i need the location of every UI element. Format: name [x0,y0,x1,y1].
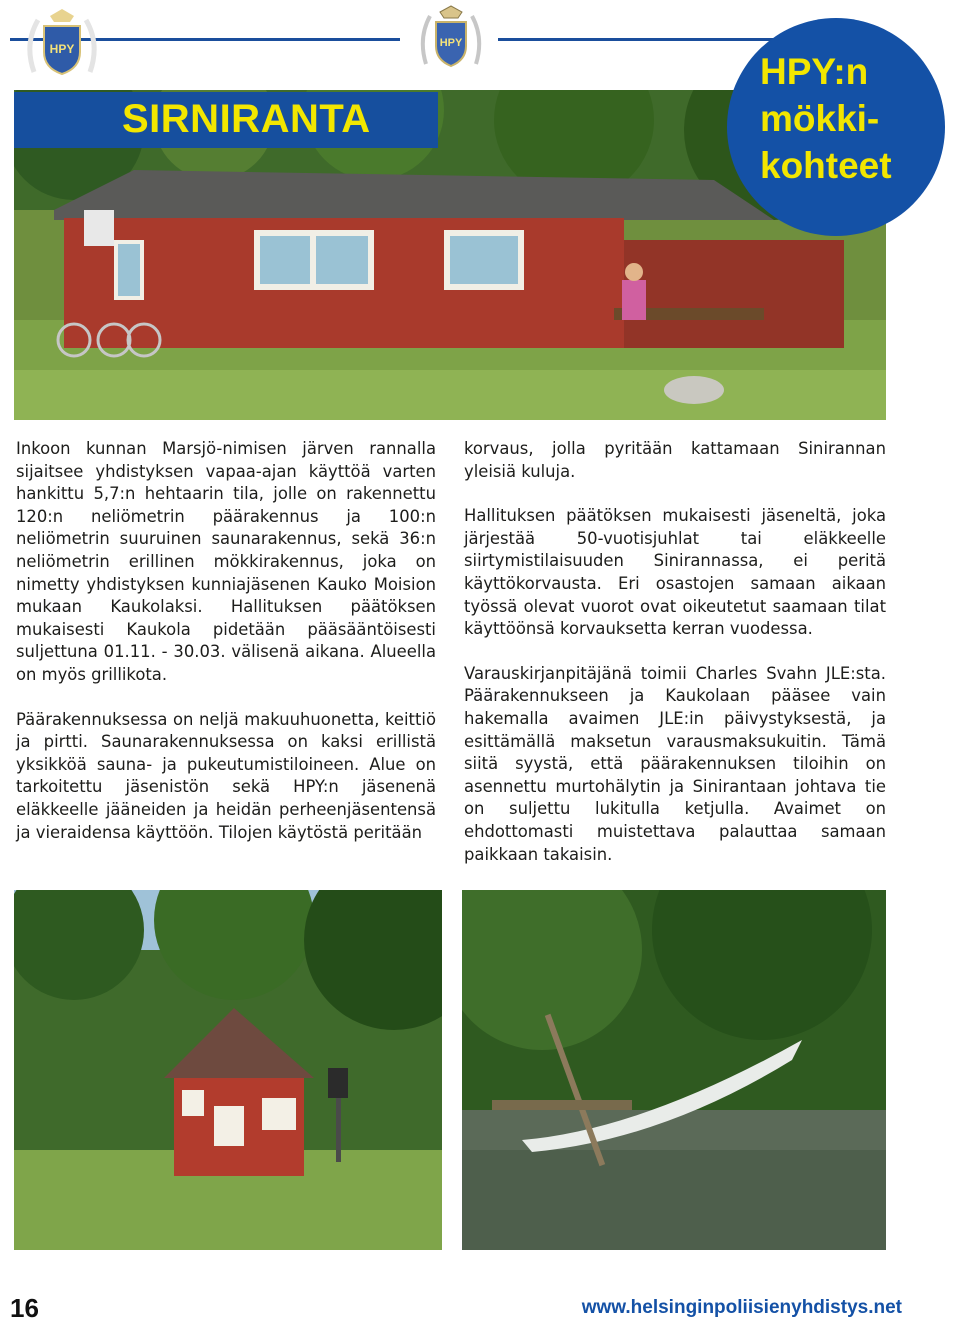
website-link[interactable]: www.helsinginpoliisienyhdistys.net [581,1297,902,1318]
emblem-monogram-title: HPY [49,42,75,56]
article-right-column [464,438,886,888]
top-rule-right [498,38,798,41]
article-paragraph: Inkoon kunnan Marsjö-nimisen järven rannalla sijaitsee yhdistyksen vapaa-ajan käyttöä varten hankittu 5,7:n hehtaarin tila, jolle on rakennettu 120:n neliömetrin päärakennus ja 100:n neliömetrin suuruinen saunarakennus, sekä 36:n neliömetrin erillinen mökkirakennus, joka on nimetty yhdistyksen kunniajäsenen Kauko Moision mukaan Kaukolaksi. Hallituksen päätöksen mukaisesti Kaukola pidetään pääsääntöisesti suljettuna 01.11. - 30.03. välisenä aikana. Alueella on myös grillikota. [16,439,436,684]
section-title: SIRNIRANTA [122,97,371,141]
badge-line: HPY:n [760,51,869,92]
badge-line: mökki- [760,98,880,139]
rowboat-shore-photo [462,890,886,1250]
article-paragraph: Varauskirjanpitäjänä toimii Charles Svahn JLE:sta. Päärakennukseen ja Kaukolaan pääsee vain hakemalla avaimen JLE:in päivystyksestä, ja esittämällä maksetun varausmaksukuitin. Tämä siitä syystä, että päärakennuksen tiloihin on asennettu murtohälytin ja Sinirantaan johtava tie on suljettu lukitulla ketjulla. Avaimet on ehdottomasti muistettava palauttaa samaan paikkaan takaisin. [464,663,886,864]
badge-text [760,48,930,189]
article-paragraph: Hallituksen päätöksen mukaisesti jäseneltä, joka järjestää 50-vuotisjuhlat tai eläkkeelle siirtymistilaisuuden Sinirannassa, ei peritä käyttökorvausta. Eri osastojen samaan aikaan työssä olevat vuorot ovat oikeutetut saamaan tilat käyttöönsä korvauksetta kerran vuodessa. [464,506,886,639]
article-left-column [16,438,436,866]
badge-line: kohteet [760,145,892,186]
grill-hut-photo [14,890,442,1250]
article-paragraph: korvaus, jolla pyritään kattamaan Sinirannan yleisiä kuluja. [464,439,886,481]
page-number: 16 [10,1293,39,1323]
article-paragraph: Päärakennuksessa on neljä makuuhuonetta, keittiö ja pirtti. Saunarakennuksessa on kaksi erillistä yksikköä sauna- ja pukeutumistiloineen. Alue on tarkoitettu jäsenistön sekä HPY:n jäsenenä eläkkeelle jääneiden ja heidän perheenjäsentensä ja vieraidensa käyttöön. Tilojen käytöstä peritään [16,709,436,842]
hpy-emblem-top [416,4,486,70]
emblem-monogram-top: HPY [439,37,463,49]
hpy-emblem-title [22,6,102,78]
